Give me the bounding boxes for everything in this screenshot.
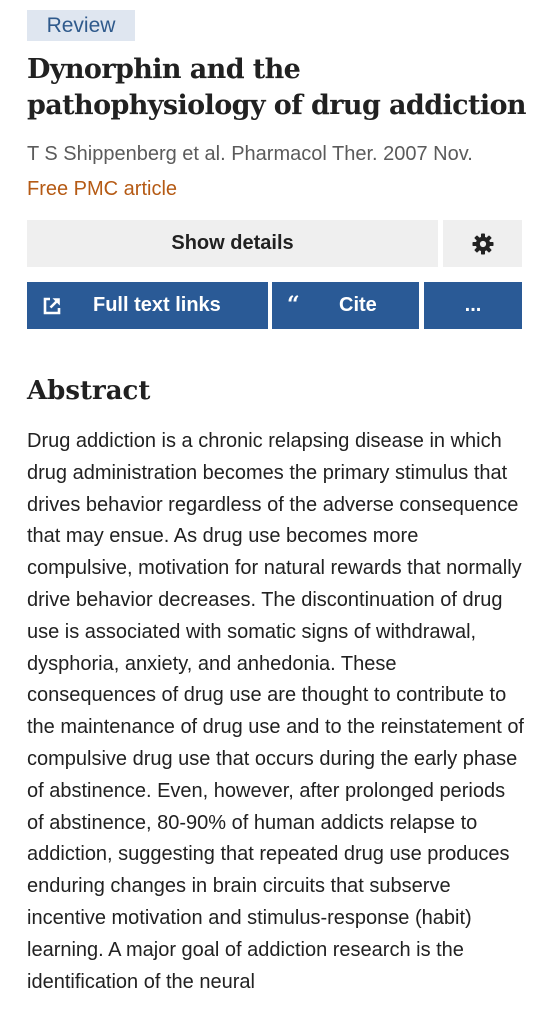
full-text-links-button[interactable] — [27, 282, 268, 329]
article-citation[interactable]: T S Shippenberg et al. Pharmacol Ther. 2007 Nov. — [27, 143, 473, 165]
article-type-badge: Review — [27, 10, 135, 41]
display-settings-button[interactable] — [443, 220, 522, 267]
cite-button[interactable] — [272, 282, 419, 329]
more-actions-button[interactable] — [424, 282, 522, 329]
full-text-links-label: Full text links — [93, 294, 221, 316]
quote-icon: “ — [287, 292, 300, 318]
article-title: Dynorphin and the pathophysiology of drug addiction — [27, 54, 526, 121]
abstract-text: Drug addiction is a chronic relapsing disease in which drug administration becomes the primary stimulus that drives behavior regardless of the adverse consequence that may ensue. As drug use becomes more compulsive, motivation for natural rewards that normally drive behavior decreases. The discontinuation of drug use is associated with somatic signs of withdrawal, dysphoria, anxiety, and anhedonia. These consequences of drug use are thought to contribute to the maintenance of drug use and to the reinstatement of compulsive drug use that occurs during the early phase of abstinence. Even, however, after prolonged periods of abstinence, 80-90% of human addicts relapse to addiction, suggesting that repeated drug use produces enduring changes in brain circuits that subserve incentive motivation and stimulus-response (habit) learning. A major goal of addiction research is the identification of the neural — [27, 430, 524, 993]
free-pmc-article-label: Free PMC article — [27, 178, 178, 200]
abstract-heading: Abstract — [27, 376, 151, 406]
external-link-icon — [42, 282, 62, 329]
cite-label: Cite — [339, 294, 377, 316]
gear-icon — [471, 232, 495, 256]
more-actions-label: ... — [464, 294, 482, 316]
show-details-button[interactable]: Show details — [27, 220, 438, 267]
